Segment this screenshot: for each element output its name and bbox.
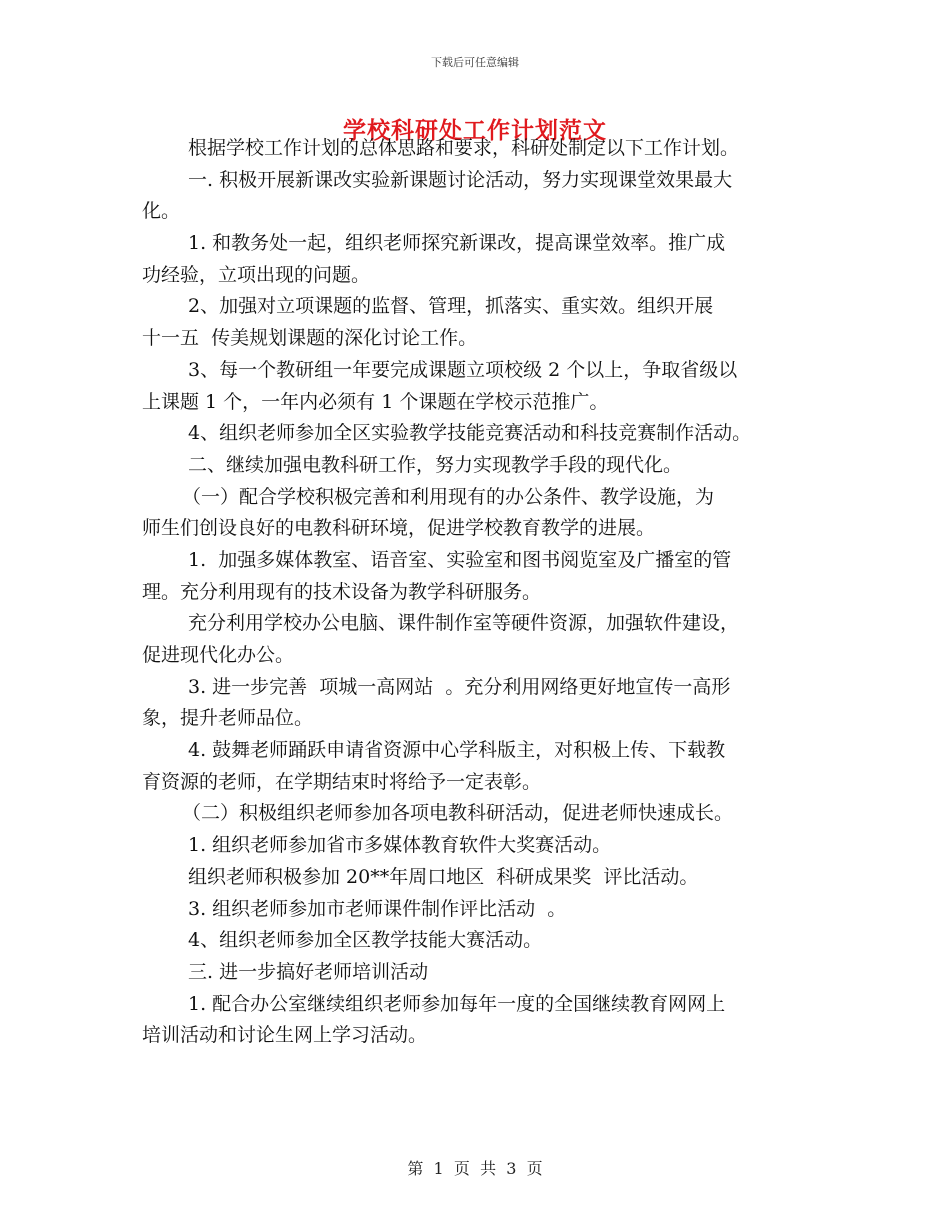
header-note: 下载后可任意编辑 xyxy=(431,56,519,69)
paragraph-line: 十一五 传美规划课题的深化讨论工作。 xyxy=(142,327,478,350)
paragraph-line: 功经验，立项出现的问题。 xyxy=(142,263,371,286)
paragraph-line: 3、每一个教研组一年要完成课题立项校级 2 个以上，争取省级以 xyxy=(188,358,738,381)
paragraph-line: 充分利用学校办公电脑、课件制作室等硬件资源，加强软件建设， xyxy=(188,612,740,635)
paragraph-line: 理。充分利用现有的技术设备为教学科研服务。 xyxy=(142,580,542,603)
paragraph-line: 4. 鼓舞老师踊跃申请省资源中心学科版主，对积极上传、下载教 xyxy=(188,739,726,762)
paragraph-line: 三. 进一步搞好老师培训活动 xyxy=(188,960,429,983)
paragraph-line: 2、加强对立项课题的监督、管理，抓落实、重实效。组织开展 xyxy=(188,295,714,318)
paragraph-line: 上课题 1 个，一年内必须有 1 个课题在学校示范推广。 xyxy=(142,390,609,413)
paragraph-line: 1. 加强多媒体教室、语音室、实验室和图书阅览室及广播室的管 xyxy=(188,548,732,571)
document-title: 学校科研处工作计划范文 xyxy=(343,117,607,144)
paragraph-line: 象，提升老师品位。 xyxy=(142,707,314,730)
paragraph-line: （一）配合学校积极完善和利用现有的办公条件、教学设施，为 xyxy=(182,485,715,508)
paragraph-line: 根据学校工作计划的总体思路和要求，科研处制定以下工作计划。 xyxy=(188,137,740,159)
page-number: 第 1 页 共 3 页 xyxy=(407,1159,543,1178)
paragraph-line: 培训活动和讨论生网上学习活动。 xyxy=(142,1024,428,1047)
paragraph-line: 师生们创设良好的电教科研环境，促进学校教育教学的进展。 xyxy=(142,517,656,540)
paragraph-line: 1. 和教务处一起，组织老师探究新课改，提高课堂效率。推广成 xyxy=(188,232,726,255)
paragraph-line: 二、继续加强电教科研工作，努力实现教学手段的现代化。 xyxy=(188,453,683,476)
paragraph-line: 组织老师积极参加 20**年周口地区 科研成果奖 评比活动。 xyxy=(188,865,699,888)
paragraph-line: 育资源的老师，在学期结束时将给予一定表彰。 xyxy=(142,770,542,793)
paragraph-line: 1. 配合办公室继续组织老师参加每年一度的全国继续教育网网上 xyxy=(188,992,726,1015)
document-body xyxy=(142,133,822,1052)
paragraph-line: 促进现代化办公。 xyxy=(142,644,295,666)
paragraph-line: 3. 进一步完善 项城一高网站 。充分利用网络更好地宣传一高形 xyxy=(188,675,731,698)
paragraph-line: （二）积极组织老师参加各项电教科研活动，促进老师快速成长。 xyxy=(182,802,734,825)
paragraph-line: 化。 xyxy=(142,200,181,223)
paragraph-line: 1. 组织老师参加省市多媒体教育软件大奖赛活动。 xyxy=(188,834,612,857)
paragraph-line: 一. 积极开展新课改实验新课题讨论活动，努力实现课堂效果最大 xyxy=(188,168,733,191)
paragraph-line: 3. 组织老师参加市老师课件制作评比活动 。 xyxy=(188,897,567,920)
paragraph-line: 4、组织老师参加全区实验教学技能竞赛活动和科技竞赛制作活动。 xyxy=(188,422,752,445)
paragraph-line: 4、组织老师参加全区教学技能大赛活动。 xyxy=(188,929,543,952)
